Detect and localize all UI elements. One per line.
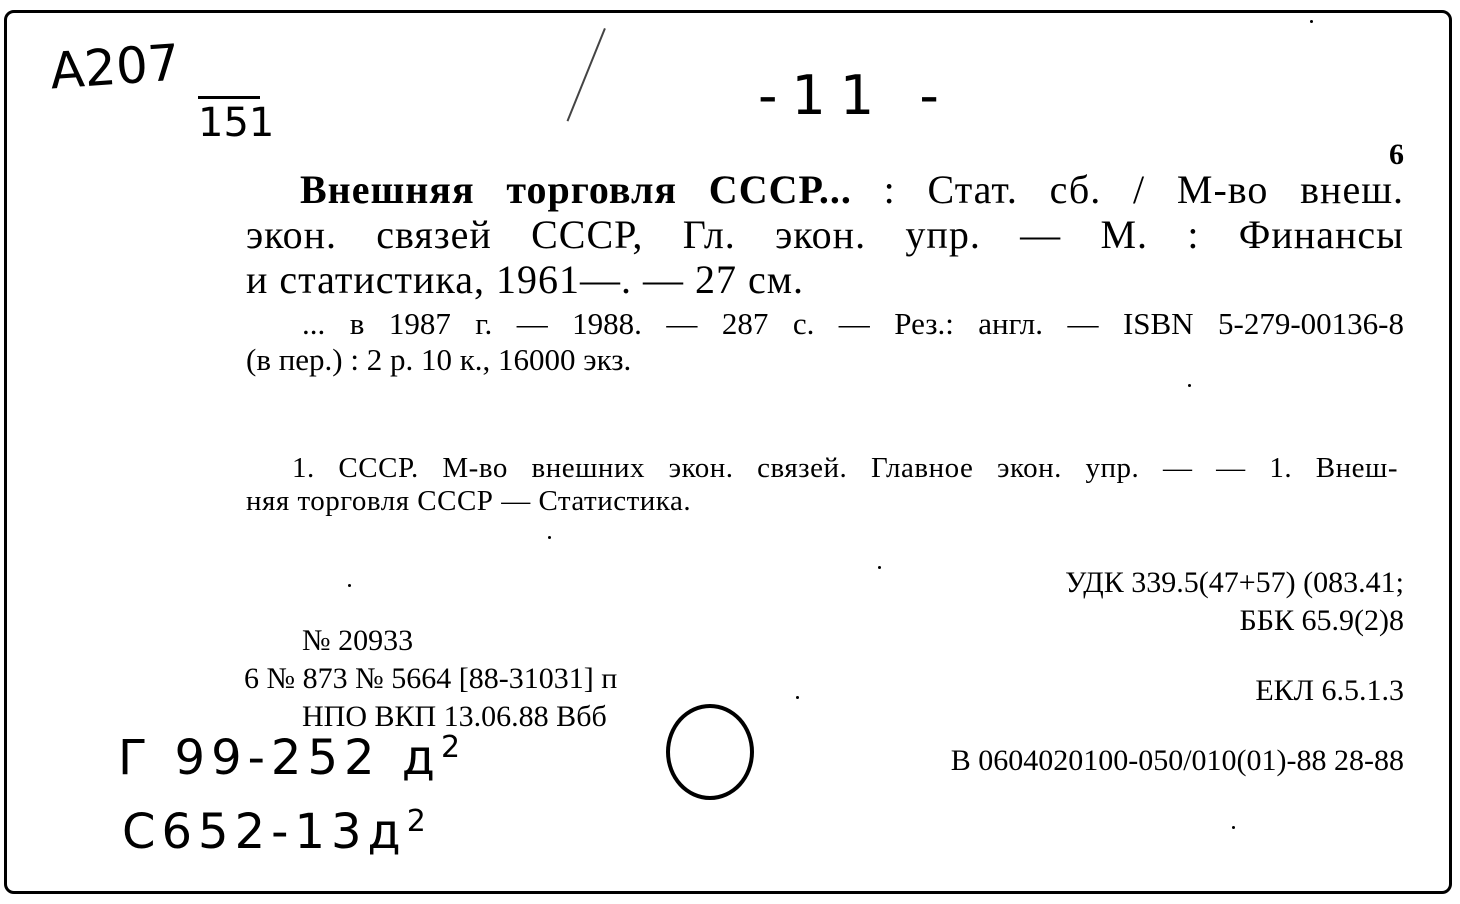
shelf-mark-1-text: Г 99-252 д [118, 730, 441, 786]
issue-line-2: (в пер.) : 2 р. 10 к., 16000 экз. [246, 342, 632, 377]
npo-line: НПО ВКП 13.06.88 Вбб [302, 700, 607, 733]
title-line-1 [246, 166, 1404, 213]
udk-code: УДК 339.5(47+57) (083.41; [1065, 566, 1404, 599]
handwritten-call-number [48, 34, 181, 101]
speck [348, 584, 351, 587]
call-number-bar [198, 96, 260, 99]
speck [796, 696, 799, 699]
page-marker: -11 - [758, 64, 953, 127]
title-line-3: и статистика, 1961—. — 27 см. [246, 257, 805, 302]
subject-line-1: 1. СССР. М-во внешних экон. связей. Главное экон. упр. — — 1. Внеш- [292, 452, 1398, 484]
shelf-mark-2-text: C652-13д [122, 804, 407, 860]
ekl-code: ЕКЛ 6.5.1.3 [1255, 674, 1404, 707]
order-line: 6 № 873 № 5664 [88-31031] п [244, 662, 618, 695]
speck [1310, 20, 1313, 23]
title-line-2: экон. связей СССР, Гл. экон. упр. — М. : Финансы [246, 212, 1404, 257]
shelf-mark-2 [122, 804, 432, 860]
shelf-mark-1-sup: 2 [441, 730, 467, 765]
record-number: № 20933 [302, 624, 414, 657]
title-main: Внешняя торговля СССР... [300, 167, 852, 212]
title-rest: : Стат. сб. / М-во внеш. [851, 167, 1404, 212]
corner-number: 6 [1389, 138, 1404, 171]
speck [548, 536, 551, 539]
bbk-code: ББК 65.9(2)8 [1239, 604, 1404, 637]
speck [1232, 826, 1235, 829]
shelf-mark-2-sup: 2 [406, 804, 432, 839]
call-number-top: A207 [48, 33, 182, 101]
speck [878, 566, 881, 569]
issue-line-1: ... в 1987 г. — 1988. — 287 с. — Рез.: англ. — ISBN 5-279-00136-8 [302, 306, 1404, 341]
subject-block [246, 452, 1398, 518]
stamp-circle [666, 704, 754, 800]
speck [1188, 384, 1191, 387]
shelf-mark-1 [118, 730, 466, 786]
publication-code: В 0604020100-050/010(01)-88 28-88 [950, 744, 1404, 777]
subject-line-2: няя торговля СССР — Статистика. [246, 485, 692, 517]
issue-block [246, 306, 1404, 378]
title-block [246, 166, 1404, 303]
call-number-sub: 151 [198, 100, 275, 146]
